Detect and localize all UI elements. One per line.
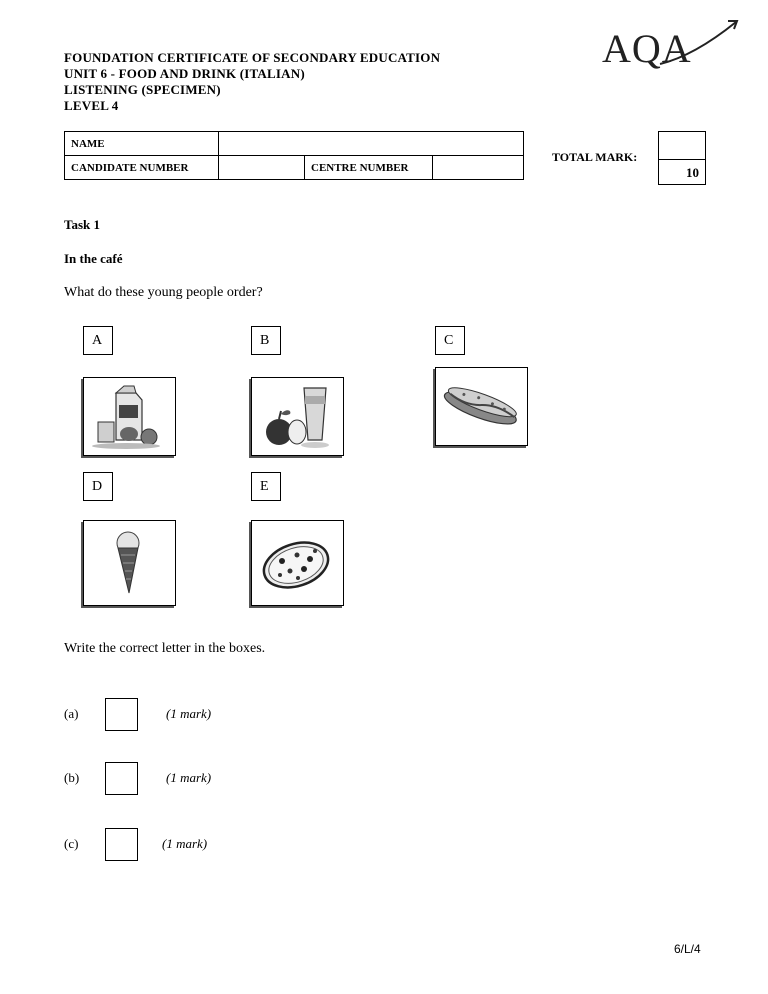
- instruction-text: Write the correct letter in the boxes.: [64, 641, 266, 656]
- picture-b: [251, 377, 344, 456]
- pizza-icon: [252, 521, 343, 605]
- answer-box-a[interactable]: [105, 698, 138, 731]
- header-line-3: LISTENING (SPECIMEN): [64, 82, 221, 97]
- picture-d: [83, 520, 176, 606]
- option-letter-d: D: [83, 472, 113, 501]
- header-line-1: FOUNDATION CERTIFICATE OF SECONDARY EDUCATION: [64, 50, 441, 65]
- aqa-logo: [600, 18, 740, 70]
- name-label: NAME: [65, 132, 219, 156]
- total-mark-box[interactable]: [658, 131, 706, 185]
- aqa-logo-text: AQA: [602, 26, 692, 70]
- task-title: Task 1: [64, 217, 101, 232]
- picture-a: [83, 377, 176, 456]
- name-field[interactable]: [219, 132, 524, 156]
- answer-label-c: (c): [64, 836, 79, 851]
- answer-label-b: (b): [64, 770, 80, 785]
- task-question: What do these young people order?: [64, 285, 263, 300]
- option-letter-b: B: [251, 326, 281, 355]
- header-line-4: LEVEL 4: [64, 98, 119, 113]
- option-letter-e: E: [251, 472, 281, 501]
- picture-c: [435, 367, 528, 446]
- answer-mark-c: (1 mark): [162, 836, 208, 851]
- total-mark-label: TOTAL MARK:: [552, 150, 638, 164]
- candidate-number-field[interactable]: [219, 156, 305, 180]
- centre-number-field[interactable]: [433, 156, 524, 180]
- centre-number-label: CENTRE NUMBER: [305, 156, 433, 180]
- answer-label-a: (a): [64, 706, 79, 721]
- candidate-info-table: [64, 131, 524, 180]
- option-letter-c: C: [435, 326, 465, 355]
- total-mark-value: 10: [686, 165, 699, 180]
- option-letter-a: A: [83, 326, 113, 355]
- sandwich-baguette-icon: [436, 368, 527, 445]
- page-code: 6/L/4: [674, 942, 701, 956]
- picture-e: [251, 520, 344, 606]
- orange-juice-breakfast-icon: [84, 378, 175, 455]
- answer-box-b[interactable]: [105, 762, 138, 795]
- apple-and-drink-icon: [252, 378, 343, 455]
- answer-box-c[interactable]: [105, 828, 138, 861]
- answer-mark-b: (1 mark): [166, 770, 212, 785]
- ice-cream-cone-icon: [84, 521, 175, 605]
- candidate-number-label: CANDIDATE NUMBER: [65, 156, 219, 180]
- task-subtitle: In the café: [64, 251, 123, 266]
- answer-mark-a: (1 mark): [166, 706, 212, 721]
- header-line-2: UNIT 6 - FOOD AND DRINK (ITALIAN): [64, 66, 305, 81]
- exam-header: [64, 50, 440, 114]
